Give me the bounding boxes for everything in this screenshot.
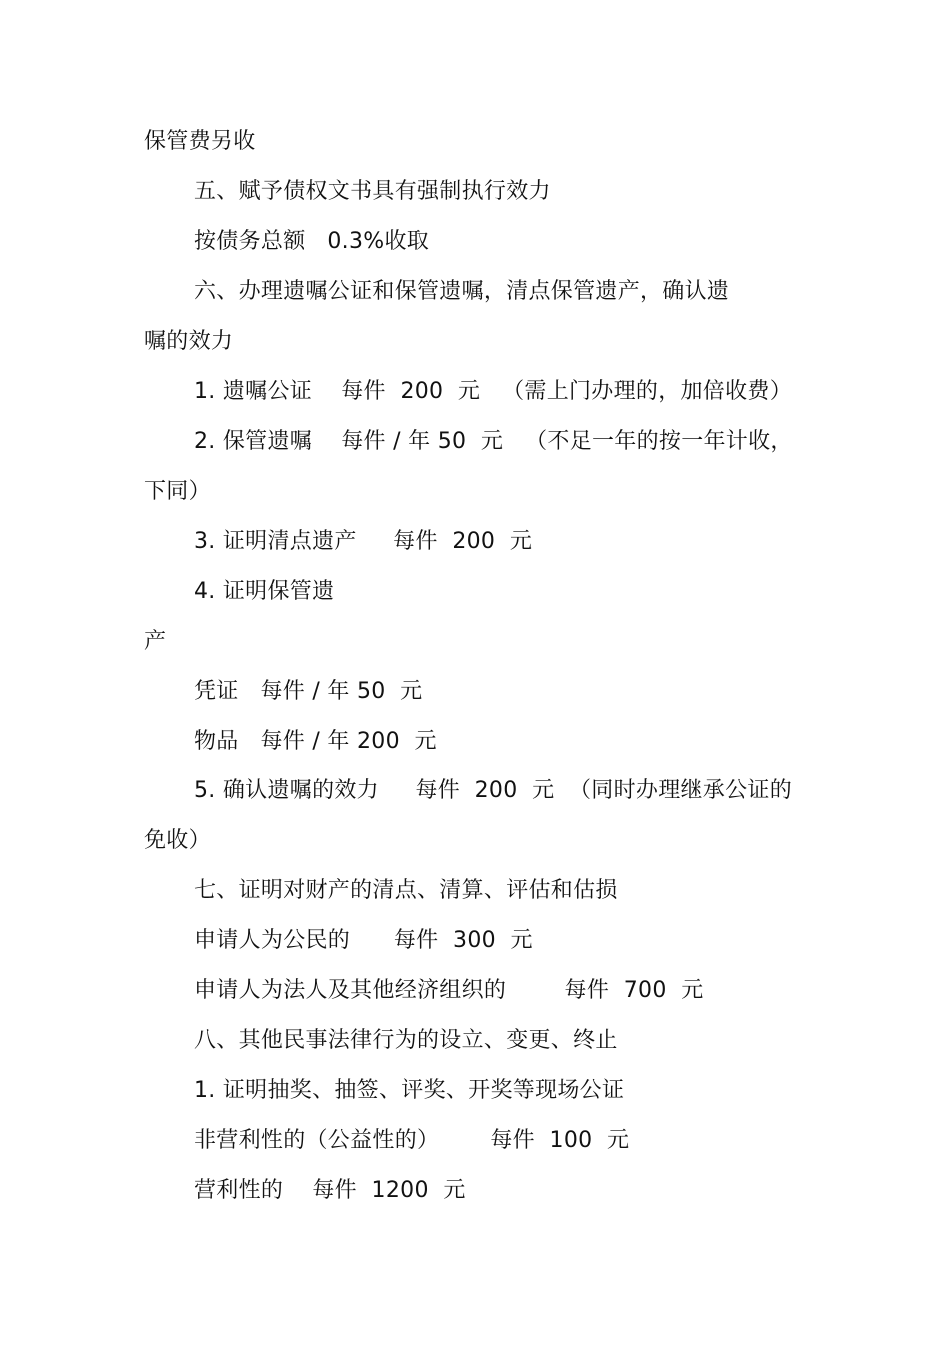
section-heading-6: 六、办理遗嘱公证和保管遗嘱，清点保管遗产，确认遗 (194, 279, 730, 304)
fee-subitem-goods: 物品 每件 / 年 200 元 (194, 729, 437, 754)
fee-item-citizen: 申请人为公民的 每件 300 元 (194, 928, 533, 953)
fee-item-lottery: 1. 证明抽奖、抽签、评奖、开奖等现场公证 (194, 1078, 625, 1103)
fee-item-legal-person: 申请人为法人及其他经济组织的 每件 700 元 (194, 978, 704, 1003)
fee-item-will-custody: 2. 保管遗嘱 每件 / 年 50 元 （不足一年的按一年计收， (194, 429, 793, 454)
fee-item-estate-inventory: 3. 证明清点遗产 每件 200 元 (194, 529, 533, 554)
text-line-storage-fee: 保管费另收 (144, 129, 256, 154)
section-heading-7: 七、证明对财产的清点、清算、评估和估损 (194, 878, 618, 903)
section-heading-5: 五、赋予债权文书具有强制执行效力 (194, 179, 551, 204)
fee-item-will-validity: 5. 确认遗嘱的效力 每件 200 元 （同时办理继承公证的 (194, 778, 793, 803)
text-line-debt-rate: 按债务总额 0.3%收取 (194, 229, 430, 254)
fee-item-will-custody-cont: 下同） (144, 479, 211, 504)
section-heading-6-cont: 嘱的效力 (144, 329, 234, 354)
section-heading-8: 八、其他民事法律行为的设立、变更、终止 (194, 1028, 618, 1053)
fee-item-estate-custody: 4. 证明保管遗 (194, 579, 335, 604)
fee-item-estate-custody-cont: 产 (144, 629, 167, 654)
fee-item-will-validity-cont: 免收） (144, 828, 211, 853)
fee-subitem-voucher: 凭证 每件 / 年 50 元 (194, 679, 423, 704)
fee-item-will-notarization: 1. 遗嘱公证 每件 200 元 （需上门办理的，加倍收费） (194, 379, 793, 404)
fee-subitem-nonprofit: 非营利性的（公益性的） 每件 100 元 (194, 1128, 630, 1153)
fee-subitem-for-profit: 营利性的 每件 1200 元 (194, 1178, 466, 1203)
